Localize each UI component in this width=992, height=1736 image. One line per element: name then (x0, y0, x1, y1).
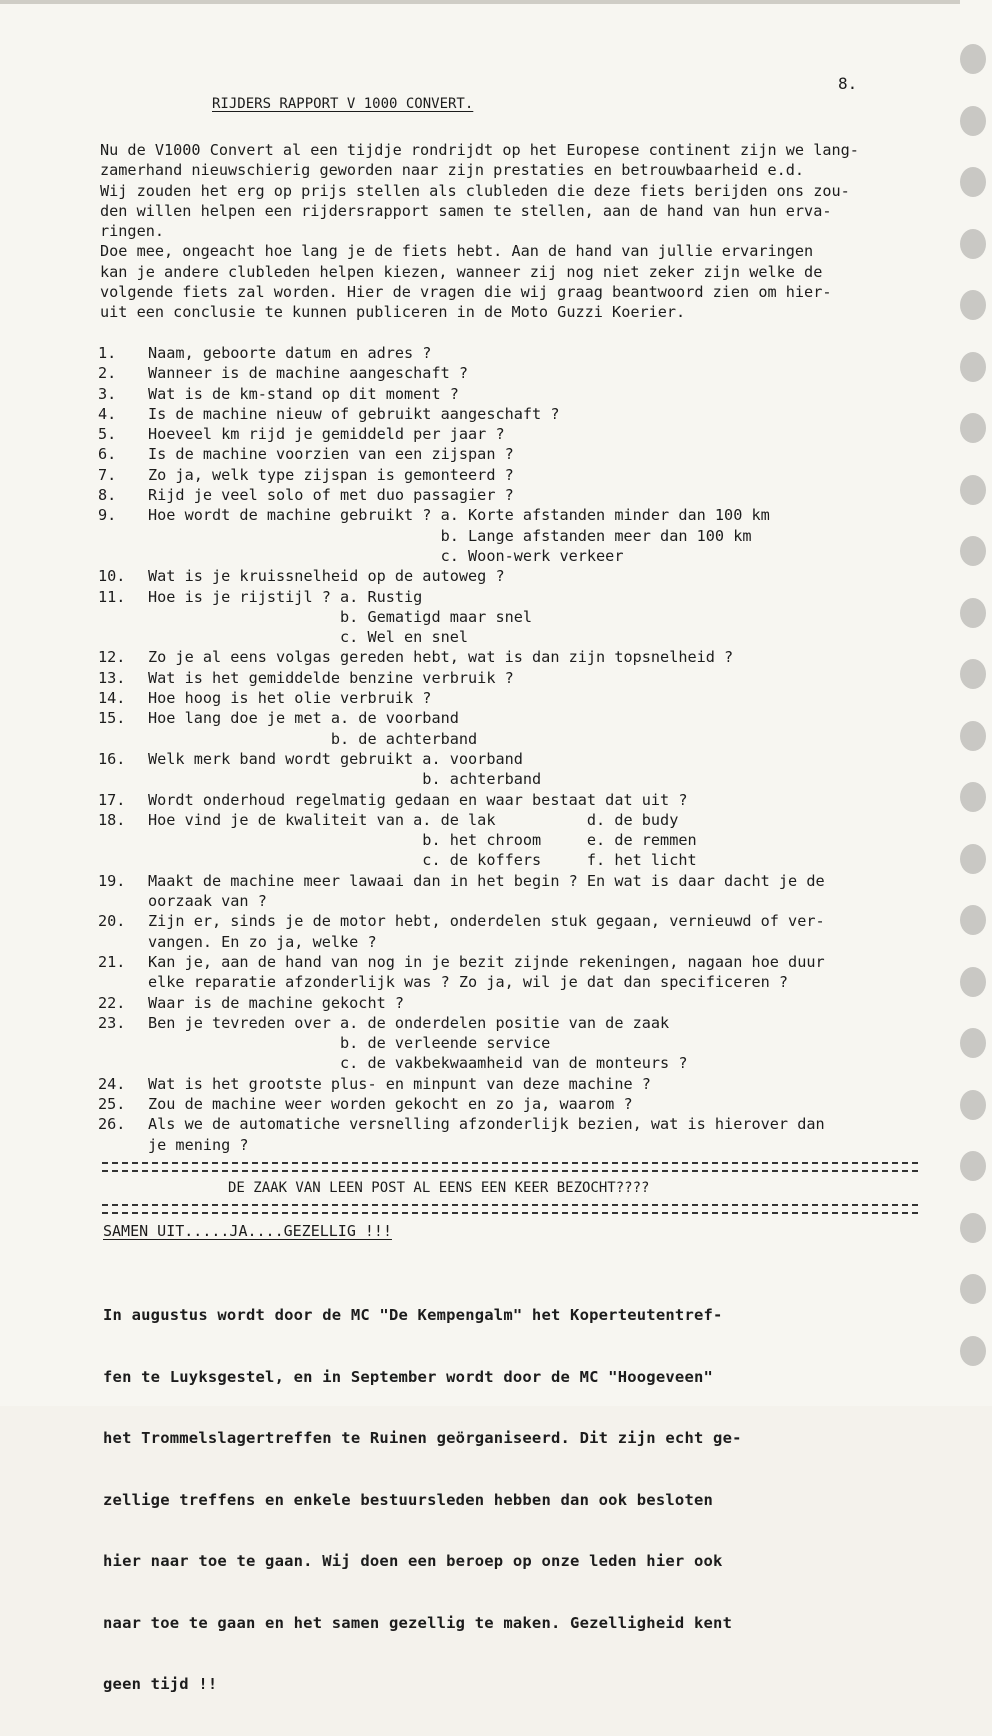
question-text: c. Woon-werk verkeer (148, 546, 624, 565)
binder-hole (960, 44, 986, 74)
intro-line: volgende fiets zal worden. Hier de vragen die wij graag beantwoord zien om hier- (100, 283, 832, 302)
page-title: RIJDERS RAPPORT V 1000 CONVERT. (212, 96, 474, 112)
question-number: 25. (98, 1094, 126, 1113)
section-line: In augustus wordt door de MC "De Kempengalm" het Koperteutentref- (103, 1306, 723, 1324)
question-text: Hoe vind je de kwaliteit van a. de lak d. de budy (148, 810, 679, 829)
question-text: Hoe wordt de machine gebruikt ? a. Korte afstanden minder dan 100 km (148, 506, 770, 525)
page-number: 8. (838, 74, 858, 93)
question-text: Wordt onderhoud regelmatig gedaan en waar bestaat dat uit ? (148, 790, 688, 809)
intro-line: kan je andere clubleden helpen kiezen, wanneer zij nog niet zeker zijn welke de (100, 262, 823, 281)
question-text: je mening ? (148, 1135, 249, 1154)
binder-hole (960, 413, 986, 443)
question-text: b. de verleende service (148, 1034, 551, 1053)
section-line: het Trommelslagertreffen te Ruinen geörganiseerd. Dit zijn echt ge- (103, 1429, 742, 1447)
section-line: zellige treffens en enkele bestuursleden hebben dan ook besloten (103, 1490, 714, 1509)
section-paragraph (103, 1264, 742, 1736)
question-number: 1. (98, 344, 117, 362)
question-text: Ben je tevreden over a. de onderdelen positie van de zaak (148, 1013, 670, 1032)
question-number: 11. (98, 587, 126, 606)
question-number: 23. (98, 1013, 126, 1032)
intro-line: Nu de V1000 Convert al een tijdje rondrijdt op het Europese continent zijn we lang- (100, 141, 859, 159)
question-number: 18. (98, 810, 126, 829)
binder-hole (960, 475, 986, 505)
question-number: 10. (98, 567, 126, 586)
section-line: geen tijd !! (103, 1675, 218, 1693)
question-text: Hoe is je rijstijl ? a. Rustig (148, 587, 423, 606)
question-text: Wat is het gemiddelde benzine verbruik ? (148, 668, 514, 687)
question-number: 6. (98, 445, 117, 464)
question-number: 13. (98, 668, 126, 687)
divider (102, 1204, 918, 1214)
question-text: Rijd je veel solo of met duo passagier ? (148, 486, 514, 505)
question-number: 20. (98, 912, 126, 931)
question-text: Waar is de machine gekocht ? (148, 993, 405, 1012)
binder-hole (960, 1151, 986, 1181)
section-line: naar toe te gaan en het samen gezellig te maken. Gezelligheid kent (103, 1613, 733, 1632)
question-text: Wat is je kruissnelheid op de autoweg ? (148, 567, 505, 586)
question-text: c. de koffers f. het licht (148, 851, 697, 870)
question-text: Kan je, aan de hand van nog in je bezit zijnde rekeningen, nagaan hoe duur (148, 952, 825, 971)
binder-hole (960, 721, 986, 751)
question-text: Maakt de machine meer lawaai dan in het begin ? En wat is daar dacht je de (148, 871, 825, 890)
binder-hole (960, 659, 986, 689)
intro-paragraph (100, 140, 859, 323)
question-text: b. Lange afstanden meer dan 100 km (148, 526, 752, 545)
intro-line: uit een conclusie te kunnen publiceren in de Moto Guzzi Koerier. (100, 303, 686, 322)
question-number: 22. (98, 993, 126, 1012)
question-number: 7. (98, 465, 117, 484)
question-text: Wat is het grootste plus- en minpunt van deze machine ? (148, 1074, 651, 1093)
binder-hole (960, 905, 986, 935)
binder-hole (960, 352, 986, 382)
intro-line: Wij zouden het erg op prijs stellen als clubleden die deze fiets berijden ons zou- (100, 181, 850, 200)
question-number: 19. (98, 871, 126, 890)
question-text: b. Gematigd maar snel (148, 607, 533, 626)
advert-line: DE ZAAK VAN LEEN POST AL EENS EEN KEER BEZOCHT???? (228, 1180, 650, 1196)
question-number: 15. (98, 709, 126, 728)
binder-hole (960, 967, 986, 997)
binder-hole (960, 229, 986, 259)
question-text: Zo ja, welk type zijspan is gemonteerd ? (148, 465, 514, 484)
binder-hole (960, 106, 986, 136)
question-number: 9. (98, 506, 117, 525)
question-text: Is de machine voorzien van een zijspan ? (148, 445, 514, 464)
question-number: 5. (98, 425, 117, 444)
binder-hole (960, 1336, 986, 1366)
section-line: hier naar toe te gaan. Wij doen een beroep op onze leden hier ook (103, 1552, 723, 1570)
binder-hole (960, 598, 986, 628)
question-text: c. Wel en snel (148, 628, 469, 647)
binder-hole (960, 167, 986, 197)
binder-hole (960, 1213, 986, 1243)
question-text: Welk merk band wordt gebruikt a. voorband (148, 749, 523, 768)
binder-hole (960, 782, 986, 812)
question-text: b. het chroom e. de remmen (148, 831, 697, 850)
question-text: Hoe hoog is het olie verbruik ? (148, 689, 432, 708)
question-number: 8. (98, 486, 117, 505)
question-text: elke reparatie afzonderlijk was ? Zo ja, wil je dat dan specificeren ? (148, 973, 789, 992)
question-number: 21. (98, 952, 126, 971)
question-number: 12. (98, 648, 126, 667)
binder-hole (960, 536, 986, 566)
binder-hole (960, 290, 986, 320)
divider (102, 1162, 918, 1172)
question-text: Zo je al eens volgas gereden hebt, wat is dan zijn topsnelheid ? (148, 648, 734, 667)
binder-hole (960, 844, 986, 874)
section-line: fen te Luyksgestel, en in September wordt door de MC "Hoogeveen" (103, 1367, 714, 1386)
question-text: Naam, geboorte datum en adres ? (148, 344, 432, 362)
question-text: Hoe lang doe je met a. de voorband (148, 709, 459, 728)
intro-line: Doe mee, ongeacht hoe lang je de fiets hebt. Aan de hand van jullie ervaringen (100, 242, 814, 261)
section-heading: SAMEN UIT.....JA....GEZELLIG !!! (103, 1222, 392, 1240)
question-number: 17. (98, 790, 126, 809)
binder-hole (960, 1028, 986, 1058)
question-number: 14. (98, 689, 126, 708)
question-text: Zou de machine weer worden gekocht en zo ja, waarom ? (148, 1094, 633, 1113)
question-number: 16. (98, 749, 126, 768)
question-text: Zijn er, sinds je de motor hebt, onderdelen stuk gegaan, vernieuwd of ver- (148, 912, 825, 931)
binder-holes (956, 0, 992, 1406)
question-number: 24. (98, 1074, 126, 1093)
scan-edge (0, 0, 960, 4)
question-number: 2. (98, 364, 117, 383)
question-text: Hoeveel km rijd je gemiddeld per jaar ? (148, 425, 505, 444)
binder-hole (960, 1274, 986, 1304)
question-text: b. de achterband (148, 729, 478, 748)
question-text: vangen. En zo ja, welke ? (148, 932, 377, 951)
intro-line: zamerhand nieuwschierig geworden naar zijn prestaties en betrouwbaarheid e.d. (100, 161, 805, 180)
intro-line: den willen helpen een rijdersrapport samen te stellen, aan de hand van hun erva- (100, 201, 832, 220)
question-text: b. achterband (148, 770, 542, 789)
question-text: Wat is de km-stand op dit moment ? (148, 384, 459, 403)
intro-line: ringen. (100, 222, 165, 241)
question-text: oorzaak van ? (148, 892, 267, 911)
question-text: Is de machine nieuw of gebruikt aangeschaft ? (148, 404, 560, 423)
question-text: Als we de automatiche versnelling afzonderlijk bezien, wat is hierover dan (148, 1115, 825, 1134)
question-text: c. de vakbekwaamheid van de monteurs ? (148, 1054, 688, 1073)
question-number: 4. (98, 404, 117, 423)
question-number: 3. (98, 384, 117, 403)
binder-hole (960, 1090, 986, 1120)
question-number: 26. (98, 1115, 126, 1134)
question-text: Wanneer is de machine aangeschaft ? (148, 364, 469, 383)
